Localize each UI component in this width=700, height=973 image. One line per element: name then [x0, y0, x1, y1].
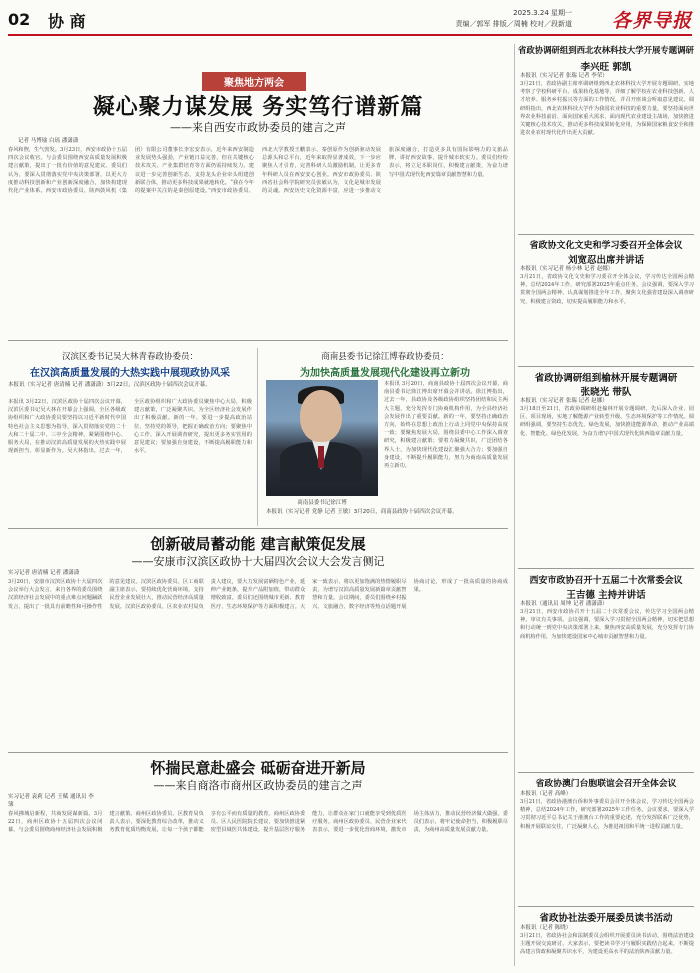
left-interview-body: 本报讯 3月22日，汉滨区政协十届四次会议开幕，汉滨区委书记吴大林在开幕会上强调，全区各级政协组织和广大政协委员要坚持以习近平新时代中国特色社会主义思想为指导，深入贯彻落实党的二十大和二十届二中、三中全会精神，紧紧围绕中心、服务大局，在推动汉滨高质量发展的火热实践中展现新担当、彰显新作为。吴大林指出，过去一年，全区政协组织和广大政协委员聚焦中心大局，积极建言献策，广泛凝聚共识，为全区经济社会发展作出了积极贡献。新的一年，要进一步提高政治站位，坚持党的领导，把握正确政治方向；要聚焦中心工作，深入开展调查研究，提出更多务实管用的意见建议；要加强自身建设，不断提高履职能力和水平。 — [8, 399, 252, 455]
section-name: 协 商 — [48, 12, 86, 31]
column-divider — [257, 348, 258, 526]
divider — [518, 772, 694, 773]
main-byline: 记者 马博瑜 白瑶 潘潇潇 — [18, 138, 79, 144]
issue-date: 2025.3.24 星期一 — [513, 9, 572, 17]
page-header — [8, 6, 692, 36]
official-portrait-photo — [266, 380, 378, 496]
right-article-3-body: 3月18日至21日，省政协调研组赴榆林开展专题调研，先后深入企业、园区、项目现场，实地了解能源产业转型升级、生态环境保护等工作情况。调研组强调，要坚持生态优先、绿色发展，加快推进能源革命，推动产业高端化、智能化、绿色化发展，为奋力谱写中国式现代化陕西篇章贡献力量。 — [520, 406, 694, 437]
right-interview-body: 本报讯 3月20日，商南县政协十届四次会议开幕，商南县委书记徐江博出席开幕会并讲话。徐江博指出，过去一年，县政协及各级政协组织坚持团结和民主两大主题，充分发挥专门协商机构作用，为全县经济社会发展作出了重要贡献。新的一年，要坚持正确政治方向，始终在思想上政治上行动上同党中央保持高度一致；要聚焦发展大局，围绕县委中心工作深入调查研究，积极建言献策；要着力凝聚共识，广泛团结各界人士，为加快现代化建设汇聚强大合力；要加强自身建设，不断提升履职能力，努力为商南高质量发展再立新功。 — [384, 381, 508, 470]
shangzhou-subheadline: ——来自商洛市商州区政协委员的建言之声 — [153, 779, 363, 792]
right-article-2-title: 省政协文化文史和学习委召开全体会议 — [529, 241, 683, 251]
hanbin-subheadline: ——安康市汉滨区政协十大届四次会议大会发言侧记 — [131, 555, 385, 568]
right-article-2-subtitle: 刘宽忍出席并讲话 — [567, 255, 644, 266]
shangzhou-byline: 实习记者 袁莉 记者 王赋 通讯员 李簿 — [8, 794, 94, 808]
main-headline: 凝心聚力谋发展 务实笃行谱新篇 — [92, 94, 424, 120]
divider — [518, 366, 694, 367]
hanbin-headline: 创新破局蓄动能 建言献策促发展 — [150, 535, 366, 553]
right-column-divider — [514, 44, 515, 966]
right-article-1-title: 省政协调研组到西北农林科技大学开展专题调研 — [518, 45, 694, 55]
right-article-1-body: 3月21日，省政协副主席率调研组到西北农林科技大学开展专题调研，实地考察了学校科研平台、成果转化基地等，详细了解学校在农业科技创新、人才培养、服务乡村振兴等方面的工作情况，并召开座谈会听取意见建议。调研组指出，西北农林科技大学作为我国农业科技的重要力量，要坚持面向世界农业科技前沿、面向国家重大需求、面向现代农业建设主战场，加快推进关键核心技术攻关，推动更多科技成果转化应用，为保障国家粮食安全和推进农业农村现代化作出更大贡献。 — [520, 81, 694, 137]
divider — [8, 340, 508, 341]
shangzhou-body: 春风拂城启新程，共商发展谋新篇。3月22日，商州区政协十五届四次会议闭幕，与会委员围绕商州经济社会发展积极建言献策。商州区政协委员、区教育局负责人表示，要深化教育综合改革，推动义务教育优质均衡发展，让每一个孩子都能享有公平而有质量的教育。商州区政协委员、区人民医院院长建议，要加快推进紧密型县域医共体建设，提升基层医疗服务能力，让群众在家门口就能享受到优质医疗服务。商州区政协委员、民营企业家代表表示，要进一步优化营商环境，激发市场主体活力，推动民营经济做大做强。委员们表示，将牢记使命担当，积极履职尽责，为商州高质量发展贡献力量。 — [8, 811, 508, 834]
header-rule — [8, 34, 692, 36]
right-article-1-byline: 本报讯（实习记者 张瑞 记者 李荣） — [520, 73, 608, 79]
right-article-6-title: 省政协社法委开展委员读书活动 — [539, 913, 673, 924]
editor-credits: 责编／郭军 排版／周楠 校对／段新道 — [455, 20, 572, 28]
right-article-4-body: 3月21日，西安市政协召开十五届二十次常委会议，传达学习全国两会精神，审议有关事项。会议强调，要深入学习贯彻全国两会精神，切实把思想和行动统一到党中央决策部署上来，聚焦西安高质量发展，充分发挥专门协商机构作用，为加快建设国家中心城市贡献智慧和力量。 — [520, 609, 694, 640]
right-article-1-subtitle: 李兴旺 郭凯 — [580, 62, 632, 73]
right-article-5-byline: 本报讯（记者 高峰） — [520, 791, 572, 797]
right-interview-kicker: 商南县委书记徐江博春政协委员： — [321, 352, 449, 362]
right-article-2-body: 3月21日，省政协文化文史和学习委召开全体会议，学习传达全国两会精神，总结2024年工作，研究部署2025年重点任务。会议强调，要深入学习贯彻全国两会精神，认真谋划推进全年工作，聚焦文化强省建设深入调查研究，积极建言资政，切实提高履职能力和水平。 — [520, 274, 694, 305]
hanbin-byline: 实习记者 唐清楠 记者 潘潇潇 — [8, 570, 80, 576]
right-article-3-title: 省政协调研组到榆林开展专题调研 — [534, 373, 678, 384]
hanbin-body: 3月20日，安康市汉滨区政协十大届四次会议举行大会发言，来自各界的委员围绕汉滨经济社会发展中的重点难点问题踊跃发言，提出了一批具有前瞻性和可操作性的意见建议。汉滨区政协委员、区工商联副主席表示，要持续优化营商环境，支持民营企业发展壮大，推动民营经济高质量发展。汉滨区政协委员、区农业农村局负责人建议，要大力发展富硒特色产业，延伸产业链条，提升产品附加值，带动群众增收致富。委员们还围绕城市更新、教育医疗、生态环境保护等方面积极建言。大家一致表示，将以更加饱满的热情履职尽责，为谱写汉滨高质量发展新篇章贡献智慧和力量。会议期间，委员们围绕乡村振兴、文旅融合、数字经济等热点话题开展协商讨论，形成了一批高质量的协商成果。 — [8, 579, 508, 610]
main-subheadline: ——来自西安市政协委员的建言之声 — [170, 121, 346, 134]
right-article-3-subtitle: 张晓光 带队 — [580, 387, 632, 398]
divider — [518, 234, 694, 235]
right-interview-byline: 本报讯（实习记者 党静 记者 王敏）3月20日，商南县政协十届四次会议开幕。 — [266, 509, 458, 515]
right-article-3-byline: 本报讯（实习记者 张瑞 记者 赵娜） — [520, 398, 608, 404]
left-interview-byline: 本报讯（实习记者 唐清楠 记者 潘潇潇）3月22日，汉滨区政协十届四次会议开幕。 — [8, 382, 211, 388]
main-body: 春风和煦，生气勃发。3月23日，西安市政协十五届四次会议收官。与会委员围绕西安高质量发展积极建言献策，提出了一批有价值的意见建议。委员们认为，要深入贯彻落实党中央决策部署，以更大力度推动科技创新和产业创新深度融合，加快构建现代化产业体系。西安市政协委员、陕西鼓风机（集团）有限公司董事长李宏安表示，近年来西安制造业发展势头强劲，产业链日益完善，但在关键核心技术攻关、产业集群培育等方面仍需持续发力。建议进一步完善创新生态，支持龙头企业牵头组建创新联合体，推动更多科技成果就地转化。“我在今年的提案中关注的是秦创原建设。”西安市政协委员、西北大学教授王鹏表示，秦创原作为创新驱动发展总源头和总平台，近年来取得显著成效，下一步应聚焦人才引育，完善科研人员激励机制，让更多青年科研人员在西安安心创业。西安市政协委员、陕西省社会科学院研究员张敏认为，文化是城市发展的灵魂。西安历史文化资源丰富，应进一步推动文旅深度融合，打造更多具有国际影响力的文旅品牌，讲好西安故事，提升城市软实力。委员们纷纷表示，将立足本职岗位，积极建言献策，为奋力谱写中国式现代化西安篇章贡献智慧和力量。 — [8, 147, 508, 195]
right-article-6-byline: 本报讯（记者 陈晓） — [520, 925, 572, 931]
section-banner: 聚焦地方两会 — [202, 72, 306, 91]
right-article-6-body: 3月21日，省政协社会和法制委员会组织开展委员读书活动，围绕法治建设主题开展交流研讨。大家表示，要把读书学习与履职实践结合起来，不断提高建言资政和凝聚共识水平，为建设更高水平的法治陕西贡献力量。 — [520, 933, 694, 956]
right-article-4-byline: 本报讯（通讯员 周坤 记者 潘潇潇） — [520, 601, 608, 607]
right-article-2-byline: 本报讯（实习记者 杨小林 记者 赵娜） — [520, 266, 614, 272]
right-article-5-title: 省政协澳门台胞联谊会召开全体会议 — [535, 779, 677, 789]
right-article-5-body: 3月21日，省政协港澳台侨和外事委员会召开全体会议，学习传达全国两会精神，总结2024年工作，研究部署2025年工作任务。会议要求，要深入学习贯彻习近平总书记关于港澳台工作的重要论述，充分发挥联系广泛优势，积极开展联谊交往，广泛凝聚人心，为推进祖国和平统一进程贡献力量。 — [520, 799, 694, 830]
right-interview-title: 为加快高质量发展现代化建设再立新功 — [300, 368, 470, 379]
right-article-4-title: 西安市政协召开十五届二十次常委会议 — [529, 576, 683, 586]
left-interview-kicker: 汉滨区委书记吴大林青春政协委员： — [61, 352, 198, 362]
right-article-4-subtitle: 王吉德 主持并讲话 — [566, 590, 646, 601]
divider — [518, 568, 694, 569]
divider — [8, 752, 508, 753]
shangzhou-headline: 怀揣民意赴盛会 砥砺奋进开新局 — [150, 759, 366, 777]
divider — [8, 528, 508, 529]
left-interview-title: 在汉滨高质量发展的大热实践中展现政协风采 — [30, 368, 230, 379]
divider — [518, 906, 694, 907]
newspaper-logo: 各界导报 — [611, 10, 692, 32]
page-number: 02 — [8, 10, 31, 29]
photo-caption: 商南县委书记徐江博 — [297, 500, 347, 506]
